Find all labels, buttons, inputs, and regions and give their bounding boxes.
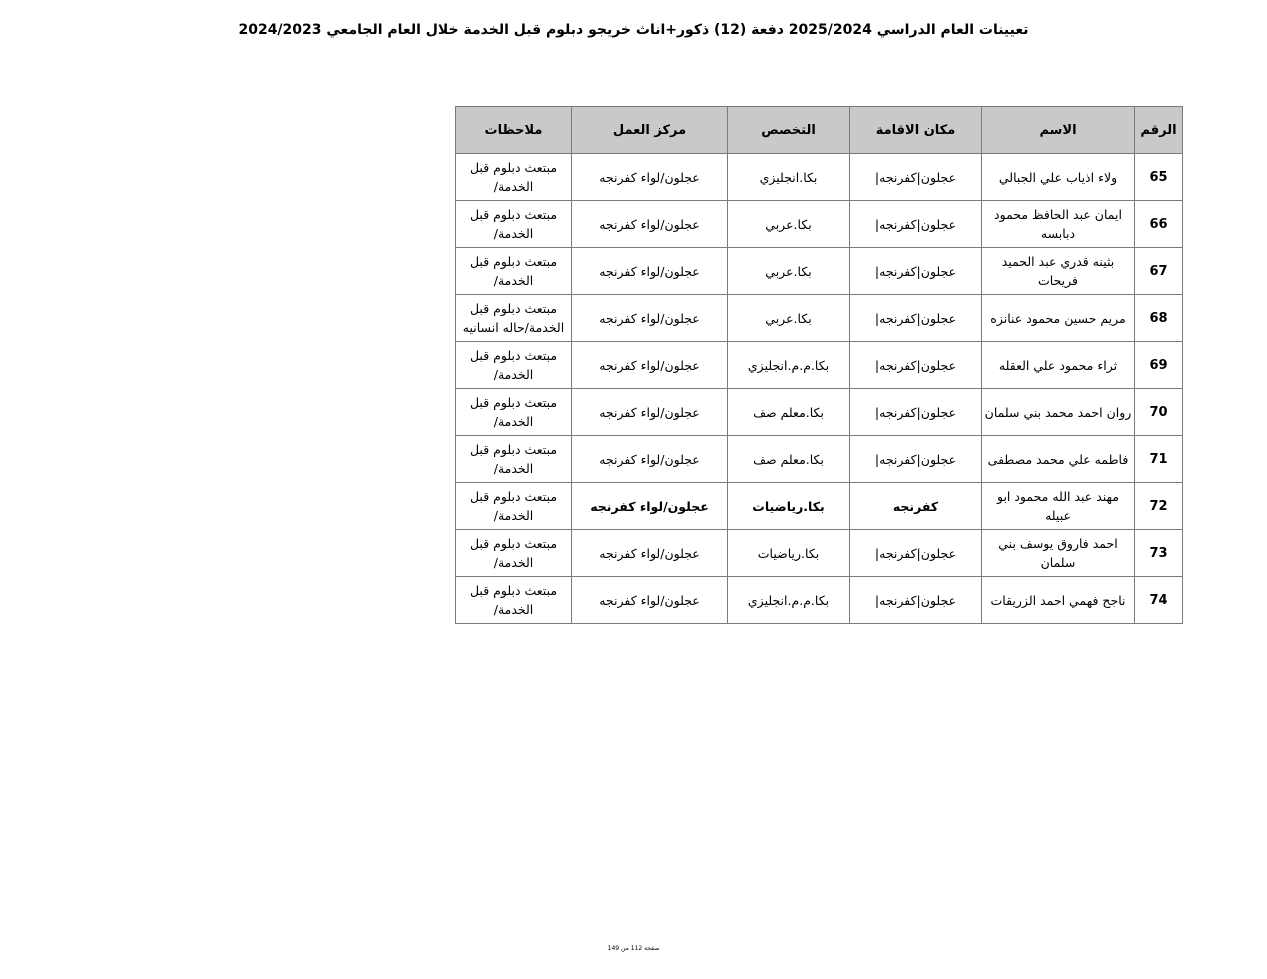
cell-residence: عجلون|كفرنجه| bbox=[850, 389, 982, 436]
cell-specialty: بكا.رياضيات bbox=[728, 530, 850, 577]
cell-residence: عجلون|كفرنجه| bbox=[850, 577, 982, 624]
cell-name: ثراء محمود علي العقله bbox=[982, 342, 1135, 389]
cell-workplace: عجلون/لواء كفرنجه bbox=[572, 483, 728, 530]
cell-num: 71 bbox=[1135, 436, 1183, 483]
cell-workplace: عجلون/لواء كفرنجه bbox=[572, 389, 728, 436]
cell-notes: مبتعث دبلوم قبل الخدمة/ bbox=[456, 342, 572, 389]
header-name: الاسم bbox=[982, 107, 1135, 154]
cell-num: 73 bbox=[1135, 530, 1183, 577]
cell-workplace: عجلون/لواء كفرنجه bbox=[572, 295, 728, 342]
cell-num: 70 bbox=[1135, 389, 1183, 436]
header-num: الرقم bbox=[1135, 107, 1183, 154]
cell-residence: عجلون|كفرنجه| bbox=[850, 436, 982, 483]
cell-notes: مبتعث دبلوم قبل الخدمة/ bbox=[456, 248, 572, 295]
cell-residence: عجلون|كفرنجه| bbox=[850, 530, 982, 577]
cell-notes: مبتعث دبلوم قبل الخدمة/ bbox=[456, 436, 572, 483]
cell-notes: مبتعث دبلوم قبل الخدمة/ bbox=[456, 389, 572, 436]
cell-specialty: بكا.رياضيات bbox=[728, 483, 850, 530]
header-workplace: مركز العمل bbox=[572, 107, 728, 154]
cell-workplace: عجلون/لواء كفرنجه bbox=[572, 530, 728, 577]
table-row bbox=[456, 154, 1183, 201]
header-notes: ملاحظات bbox=[456, 107, 572, 154]
cell-name: ايمان عبد الحافظ محمود دبابسه bbox=[982, 201, 1135, 248]
cell-residence: عجلون|كفرنجه| bbox=[850, 248, 982, 295]
table-row bbox=[456, 342, 1183, 389]
table-row bbox=[456, 530, 1183, 577]
cell-specialty: بكا.م.م.انجليزي bbox=[728, 342, 850, 389]
header-residence: مكان الاقامة bbox=[850, 107, 982, 154]
cell-name: احمد فاروق يوسف بني سلمان bbox=[982, 530, 1135, 577]
cell-notes: مبتعث دبلوم قبل الخدمة/ bbox=[456, 530, 572, 577]
cell-specialty: بكا.عربي bbox=[728, 248, 850, 295]
cell-workplace: عجلون/لواء كفرنجه bbox=[572, 436, 728, 483]
header-specialty: التخصص bbox=[728, 107, 850, 154]
page-title: تعيينات العام الدراسي 2025/2024 دفعة (12) ذكور+اناث خريجو دبلوم قبل الخدمة خلال العام الجامعي 2024/2023 bbox=[238, 22, 1029, 38]
cell-name: مهند عبد الله محمود ابو عبيله bbox=[982, 483, 1135, 530]
cell-specialty: بكا.معلم صف bbox=[728, 436, 850, 483]
table-row bbox=[456, 201, 1183, 248]
cell-name: روان احمد محمد بني سلمان bbox=[982, 389, 1135, 436]
cell-residence: عجلون|كفرنجه| bbox=[850, 201, 982, 248]
cell-num: 72 bbox=[1135, 483, 1183, 530]
table-header-row bbox=[456, 107, 1183, 154]
cell-workplace: عجلون/لواء كفرنجه bbox=[572, 154, 728, 201]
table-row bbox=[456, 248, 1183, 295]
cell-num: 68 bbox=[1135, 295, 1183, 342]
cell-num: 65 bbox=[1135, 154, 1183, 201]
table-row bbox=[456, 577, 1183, 624]
page-footer: صفحة 112 من 149 bbox=[607, 945, 660, 952]
cell-specialty: بكا.م.م.انجليزي bbox=[728, 577, 850, 624]
cell-name: ولاء اذياب علي الجبالي bbox=[982, 154, 1135, 201]
cell-workplace: عجلون/لواء كفرنجه bbox=[572, 342, 728, 389]
table-body bbox=[456, 154, 1183, 624]
cell-workplace: عجلون/لواء كفرنجه bbox=[572, 201, 728, 248]
cell-residence: عجلون|كفرنجه| bbox=[850, 154, 982, 201]
table-row bbox=[456, 389, 1183, 436]
table-row bbox=[456, 436, 1183, 483]
cell-notes: مبتعث دبلوم قبل الخدمة/حاله انسانيه bbox=[456, 295, 572, 342]
cell-residence: عجلون|كفرنجه| bbox=[850, 342, 982, 389]
cell-specialty: بكا.انجليزي bbox=[728, 154, 850, 201]
cell-workplace: عجلون/لواء كفرنجه bbox=[572, 577, 728, 624]
cell-notes: مبتعث دبلوم قبل الخدمة/ bbox=[456, 483, 572, 530]
cell-num: 66 bbox=[1135, 201, 1183, 248]
cell-workplace: عجلون/لواء كفرنجه bbox=[572, 248, 728, 295]
cell-notes: مبتعث دبلوم قبل الخدمة/ bbox=[456, 201, 572, 248]
cell-name: ناجح فهمي احمد الزريقات bbox=[982, 577, 1135, 624]
cell-specialty: بكا.عربي bbox=[728, 201, 850, 248]
cell-specialty: بكا.معلم صف bbox=[728, 389, 850, 436]
cell-num: 67 bbox=[1135, 248, 1183, 295]
appointments-table-container bbox=[455, 106, 1182, 624]
cell-specialty: بكا.عربي bbox=[728, 295, 850, 342]
cell-residence: عجلون|كفرنجه| bbox=[850, 295, 982, 342]
cell-notes: مبتعث دبلوم قبل الخدمة/ bbox=[456, 154, 572, 201]
table-row bbox=[456, 483, 1183, 530]
cell-residence: كفرنجه bbox=[850, 483, 982, 530]
cell-num: 69 bbox=[1135, 342, 1183, 389]
cell-name: مريم حسين محمود عنانزه bbox=[982, 295, 1135, 342]
table-row bbox=[456, 295, 1183, 342]
appointments-table bbox=[455, 106, 1183, 624]
cell-notes: مبتعث دبلوم قبل الخدمة/ bbox=[456, 577, 572, 624]
cell-name: فاطمه علي محمد مصطفى bbox=[982, 436, 1135, 483]
cell-num: 74 bbox=[1135, 577, 1183, 624]
cell-name: بثينه قدري عبد الحميد فريحات bbox=[982, 248, 1135, 295]
